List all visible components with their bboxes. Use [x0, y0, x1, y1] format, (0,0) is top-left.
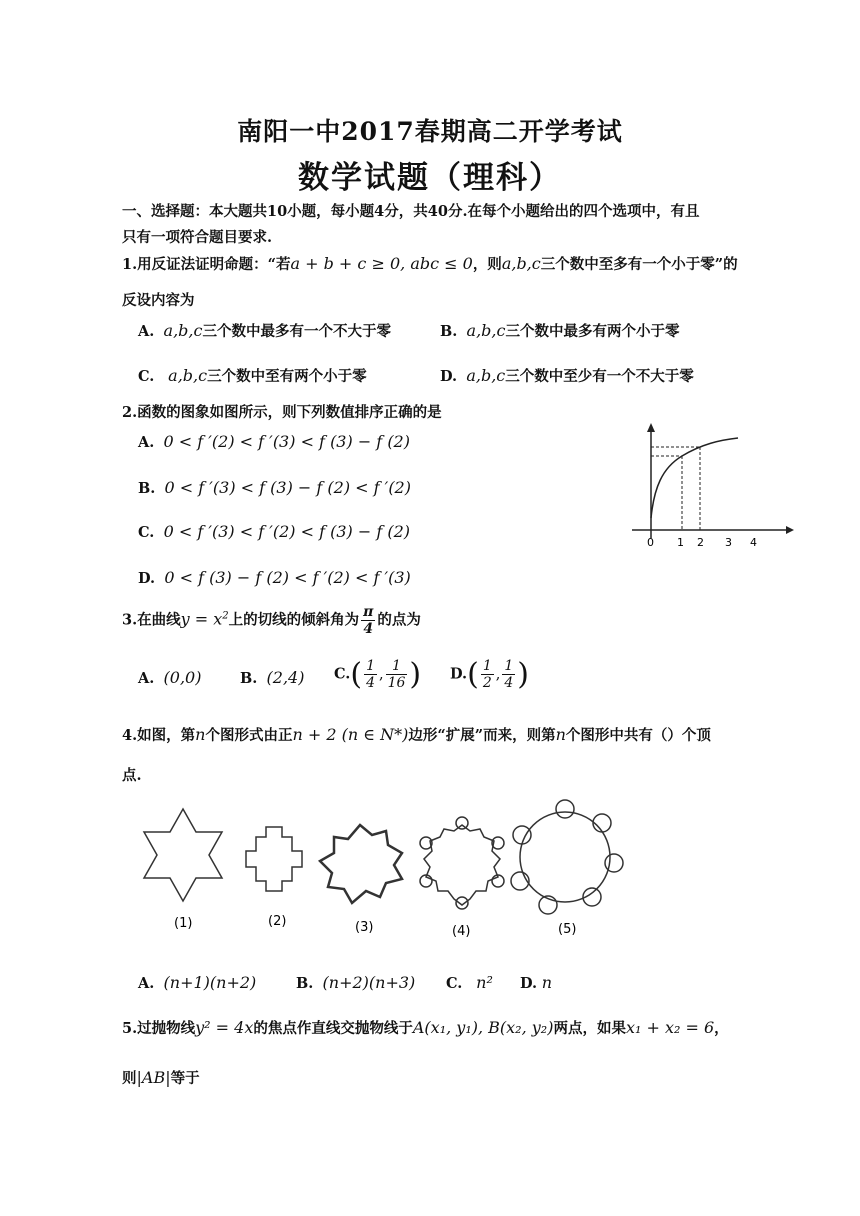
question-4-stem-line2: 点. [122, 767, 142, 784]
q4-option-d[interactable]: D. n [520, 973, 553, 992]
q2-option-c[interactable]: C. 0 < f ′(3) < f ′(2) < f (3) − f (2) [138, 522, 411, 541]
y-axis-arrow-icon [647, 423, 655, 432]
q1-option-b[interactable]: B. a,b,c三个数中最多有两个小于零 [440, 321, 680, 340]
q1-option-c[interactable]: C. a,b,c三个数中至有两个小于零 [138, 366, 367, 385]
q1-condition: a + b + c ≥ 0, abc ≤ 0 [290, 254, 473, 273]
q3-option-a[interactable]: A. (0,0) [138, 668, 202, 687]
section-header-line1: 一、选择题：本大题共10小题，每小题4分，共40分.在每个小题给出的四个选项中，有且 [122, 203, 700, 220]
question-2-stem: 2.函数的图象如图所示，则下列数值排序正确的是 [122, 404, 442, 421]
tick-label: 1 [677, 536, 684, 549]
q1-option-a[interactable]: A. a,b,c三个数中最多有一个不大于零 [138, 321, 391, 340]
figure-3-snowflake [320, 825, 402, 903]
q3-option-d[interactable]: D.( $\frac{1}{2}$ , $\frac{1}{4}$ ) [450, 657, 529, 692]
figure-label: (1) [174, 916, 193, 931]
q2-option-a[interactable]: A. 0 < f ′(2) < f ′(3) < f (3) − f (2) [138, 432, 410, 451]
x-axis-arrow-icon [786, 526, 794, 534]
q4-option-c[interactable]: C. n² [446, 973, 493, 992]
q1-option-d[interactable]: D. a,b,c三个数中至少有一个不大于零 [440, 366, 694, 385]
q3-option-b[interactable]: B. (2,4) [240, 668, 305, 687]
figure-5-snowflake [511, 800, 623, 914]
q3-option-c[interactable]: C.( $\frac{1}{4}$ , $\frac{1}{16}$ ) [334, 657, 422, 692]
q2-option-b[interactable]: B. 0 < f ′(3) < f (3) − f (2) < f ′(2) [138, 478, 411, 497]
figure-label: (5) [558, 922, 577, 937]
question-3-stem: 3.在曲线$y = x^2$上的切线的倾斜角为 $\frac{\pi}{4}$ 的点为 [122, 604, 421, 637]
figure-4-snowflake [420, 817, 504, 909]
pi-over-4-fraction: $\frac{\pi}{4}$ [363, 604, 374, 637]
tick-label: 2 [697, 536, 704, 549]
q4-option-a[interactable]: A. (n+1)(n+2) [138, 973, 257, 992]
question-1-stem: 1.用反证法证明命题：“若a + b + c ≥ 0, abc ≤ 0，则a,b,c三个数中至多有一个小于零”的 [122, 254, 738, 273]
figure-label: (3) [355, 920, 374, 935]
function-curve [651, 438, 738, 518]
tick-label: 4 [750, 536, 757, 549]
section-header-line2: 只有一项符合题目要求. [122, 229, 273, 246]
exam-title: 南阳一中2017春期高二开学考试 [237, 117, 623, 146]
figure-label: (4) [452, 924, 471, 939]
question-5-stem-line2: 则|AB|等于 [122, 1068, 200, 1087]
question-5-stem: 5.过抛物线y² = 4x的焦点作直线交抛物线于A(x₁, y₁), B(x₂, y₂)两点，如果x₁ + x₂ = 6， [122, 1018, 729, 1037]
subject-title: 数学试题（理科） [298, 160, 562, 196]
figure-label: (2) [268, 914, 287, 929]
q4-option-b[interactable]: B. (n+2)(n+3) [296, 973, 416, 992]
q2-option-d[interactable]: D. 0 < f (3) − f (2) < f ′(2) < f ′(3) [138, 568, 411, 587]
figure-2-cross [246, 827, 302, 891]
tick-label: 0 [647, 536, 654, 549]
question-1-stem-line2: 反设内容为 [122, 292, 195, 309]
figure-1-star [144, 809, 222, 901]
q4-figure [140, 795, 640, 945]
q2-function-graph [620, 418, 800, 553]
question-4-stem: 4.如图，第n个图形式由正n + 2 (n ∈ N*)边形“扩展”而来，则第n个图形中共有（）个顶 [122, 725, 711, 744]
tick-label: 3 [725, 536, 732, 549]
